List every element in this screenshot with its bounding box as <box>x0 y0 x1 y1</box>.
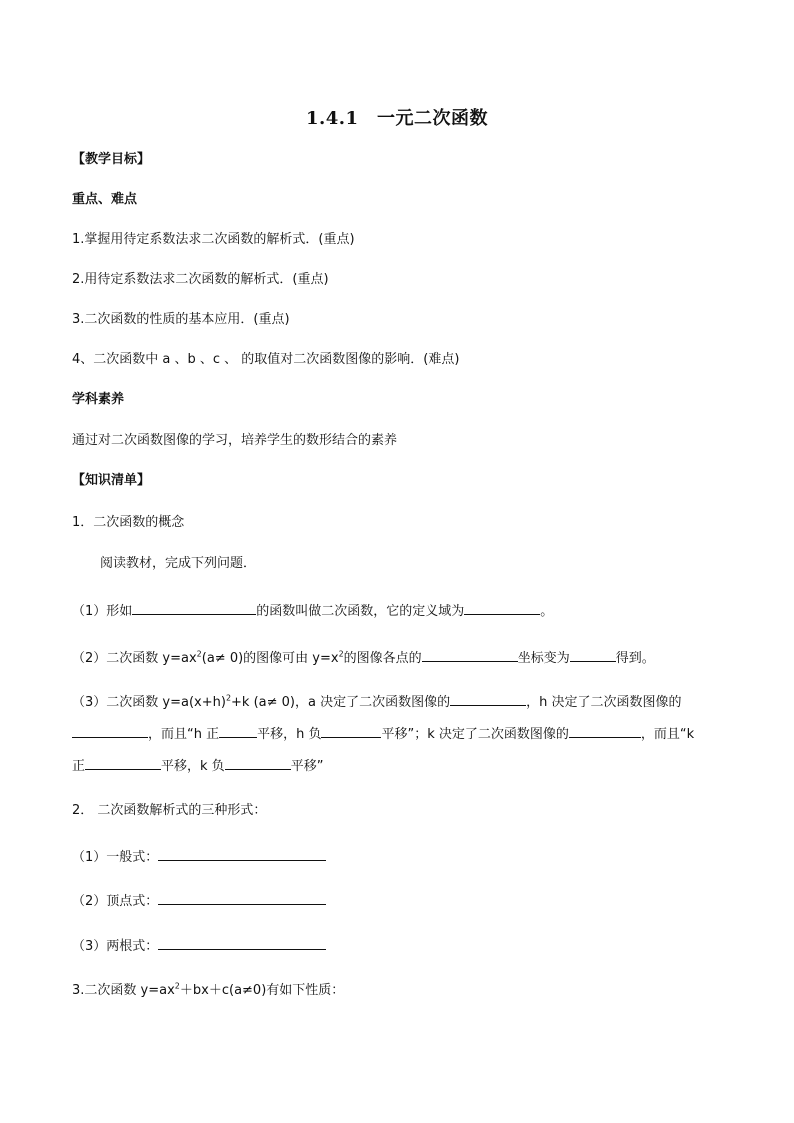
q1-text: 的函数叫做二次函数，它的定义域为 <box>256 604 465 619</box>
question-2 <box>72 648 655 668</box>
answer-blank[interactable] <box>72 724 148 738</box>
q1-text: 。 <box>540 604 554 619</box>
q1-text: （1）形如 <box>72 604 133 619</box>
goal-item: 4、二次函数中 a 、b 、c 、 的取值对二次函数图像的影响．(难点) <box>72 352 460 367</box>
form-item <box>72 936 326 956</box>
form-label: （2）顶点式： <box>72 894 159 909</box>
answer-blank[interactable] <box>450 692 526 706</box>
page-title: 1.4.1 一元二次函数 <box>305 108 489 129</box>
answer-blank[interactable] <box>321 724 381 738</box>
question-3-line-2 <box>72 724 694 744</box>
answer-blank[interactable] <box>158 891 326 905</box>
section3-text: c(a≠0)有如下性质： <box>221 983 345 998</box>
answer-blank[interactable] <box>225 756 291 770</box>
q3-text: ，而且“k <box>640 727 695 742</box>
goal-item: 1.掌握用待定系数法求二次函数的解析式．(重点) <box>72 232 355 247</box>
literacy-heading: 学科素养 <box>72 392 125 407</box>
section3-text: 3.二次函数 y=ax <box>72 983 175 998</box>
q2-superscript: 2 <box>338 649 344 659</box>
section3-text: ＋bx＋ <box>179 983 222 998</box>
section3-superscript: 2 <box>174 981 180 991</box>
form-item <box>72 847 326 867</box>
form-label: （3）两根式： <box>72 939 159 954</box>
q2-text: 的图像各点的 <box>343 651 422 666</box>
q3-text: +k (a≠ 0)，a 决定了二次函数图像的 <box>231 695 451 710</box>
form-label: （1）一般式： <box>72 850 159 865</box>
answer-blank[interactable] <box>464 601 540 615</box>
q2-text: 坐标变为 <box>517 651 570 666</box>
q3-superscript: 2 <box>225 693 232 703</box>
q2-text: （2）二次函数 y=ax <box>72 651 197 666</box>
q3-text: 平移” <box>290 759 324 774</box>
form-item <box>72 891 326 911</box>
section3-heading <box>72 982 344 1000</box>
answer-blank[interactable] <box>219 724 257 738</box>
q3-text: ，h 决定了二次函数图像的 <box>526 695 682 710</box>
goals-heading: 【教学目标】 <box>72 152 151 167</box>
answer-blank[interactable] <box>569 724 641 738</box>
question-3-line-1 <box>72 692 681 712</box>
answer-blank[interactable] <box>422 648 518 662</box>
question-1 <box>72 601 553 621</box>
answer-blank[interactable] <box>85 756 161 770</box>
goal-item: 2.用待定系数法求二次函数的解析式．(重点) <box>72 272 329 287</box>
q3-text: 正 <box>72 759 86 774</box>
q3-text: ，而且“h 正 <box>148 727 220 742</box>
answer-blank[interactable] <box>158 936 326 950</box>
q3-text: 平移”；k 决定了二次函数图像的 <box>381 727 569 742</box>
literacy-text: 通过对二次函数图像的学习，培养学生的数形结合的素养 <box>72 433 398 448</box>
key-points-heading: 重点、难点 <box>72 192 138 207</box>
section2-heading: 2． 二次函数解析式的三种形式： <box>72 803 267 818</box>
question-3-line-3 <box>72 756 323 776</box>
section1-intro: 阅读教材，完成下列问题． <box>100 556 257 571</box>
section1-heading: 1．二次函数的概念 <box>72 515 185 530</box>
answer-blank[interactable] <box>158 847 326 861</box>
q2-superscript: 2 <box>196 649 202 659</box>
q3-text: （3）二次函数 y=a(x+h) <box>72 695 226 710</box>
answer-blank[interactable] <box>570 648 616 662</box>
goal-item: 3.二次函数的性质的基本应用．(重点) <box>72 312 290 327</box>
q3-text: 平移，k 负 <box>161 759 225 774</box>
q2-text: 得到。 <box>615 651 655 666</box>
answer-blank[interactable] <box>132 601 256 615</box>
knowledge-heading: 【知识清单】 <box>72 473 151 488</box>
q3-text: 平移，h 负 <box>257 727 322 742</box>
q2-text: (a≠ 0)的图像可由 y=x <box>201 651 339 666</box>
